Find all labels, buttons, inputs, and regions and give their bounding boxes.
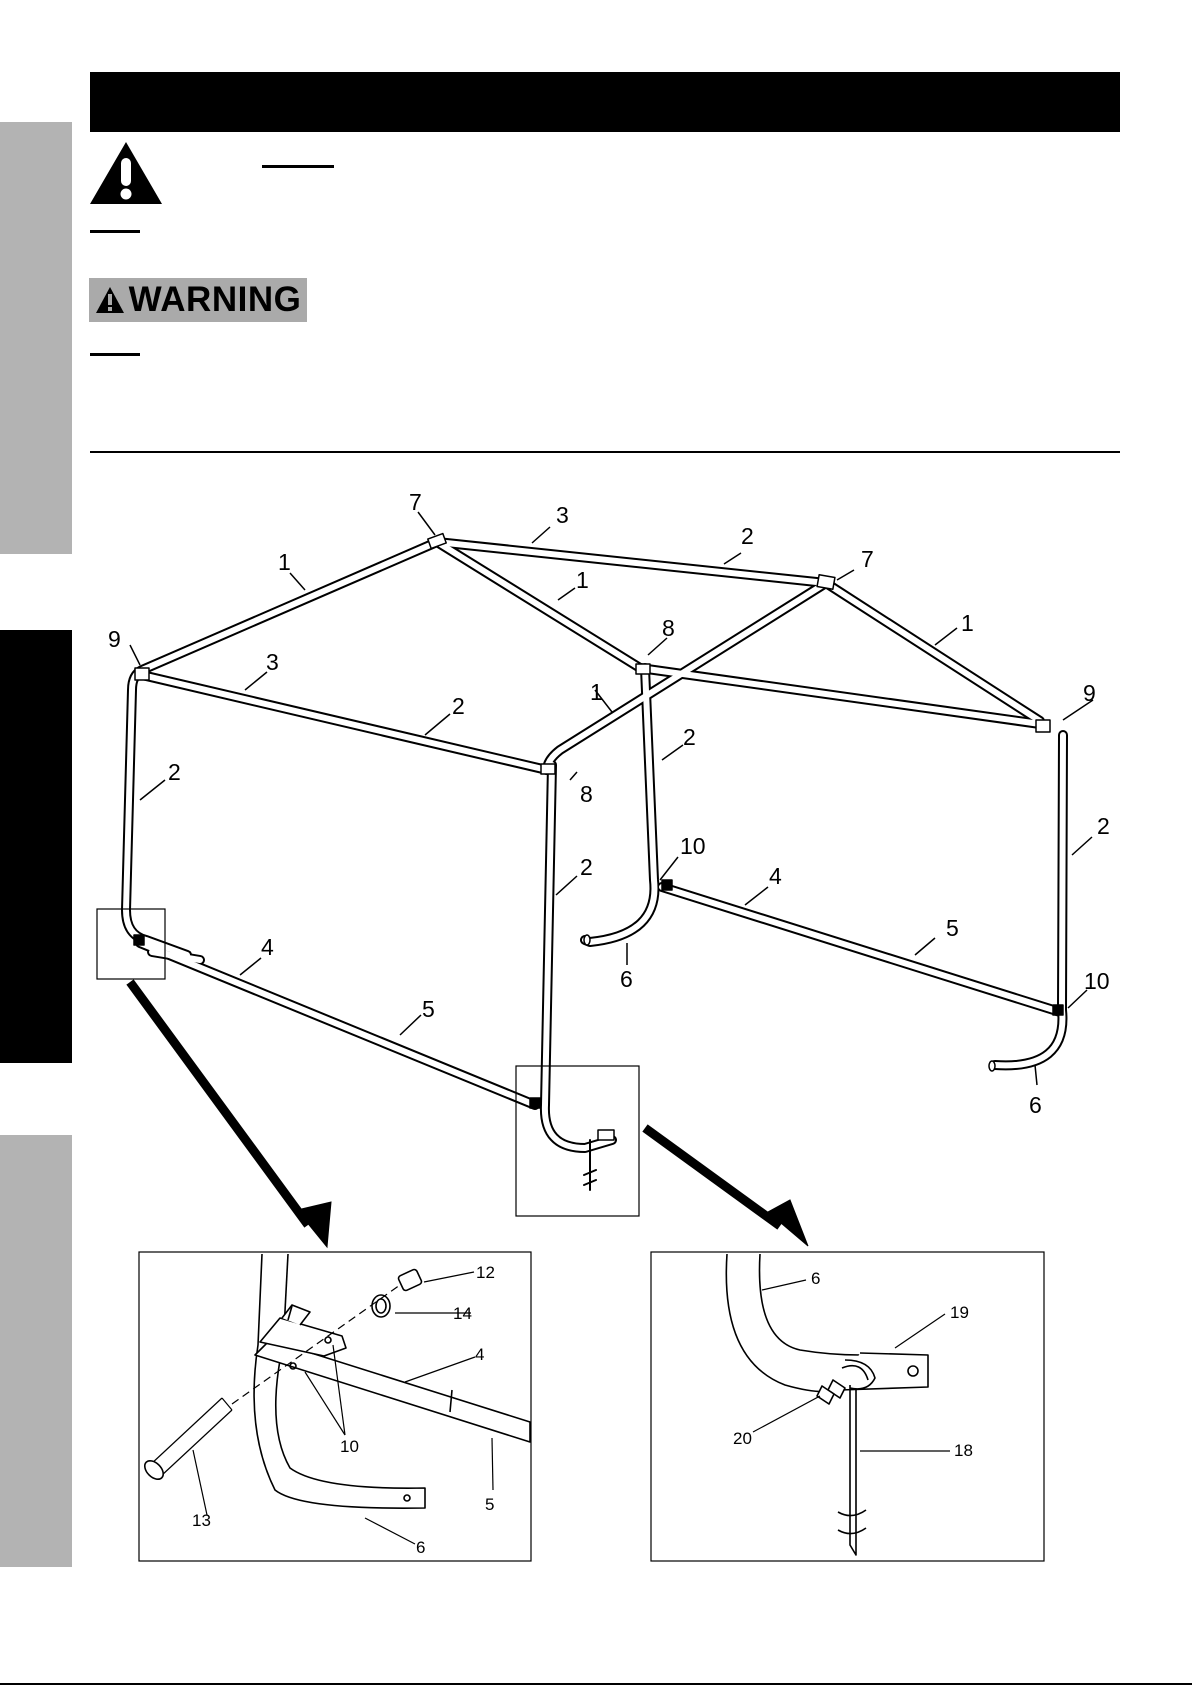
part-label: 2 xyxy=(168,759,181,785)
part-label: 4 xyxy=(769,863,782,889)
part-label: 8 xyxy=(580,781,593,807)
part-label: 1 xyxy=(590,679,603,705)
part-label: 4 xyxy=(475,1345,485,1364)
part-label: 4 xyxy=(261,934,274,960)
part-label: 9 xyxy=(108,626,121,652)
part-label: 7 xyxy=(861,546,874,572)
part-label: 10 xyxy=(1084,968,1110,994)
callout-box-right xyxy=(516,1066,639,1216)
detail-arrows xyxy=(130,982,808,1247)
canopy-frame xyxy=(126,534,1063,1190)
part-label: 1 xyxy=(961,610,974,636)
warning-label: WARNING xyxy=(128,280,302,319)
part-label: 6 xyxy=(811,1269,821,1288)
part-label: 19 xyxy=(950,1303,969,1322)
part-label: 6 xyxy=(620,966,633,992)
part-label: 6 xyxy=(416,1538,426,1557)
part-label: 20 xyxy=(733,1429,752,1448)
part-label: 5 xyxy=(485,1495,495,1514)
part-label: 3 xyxy=(266,649,279,675)
part-label: 2 xyxy=(580,854,593,880)
part-label: 6 xyxy=(1029,1092,1042,1118)
part-labels xyxy=(108,489,1110,1118)
part-label: 13 xyxy=(192,1511,211,1530)
part-label: 1 xyxy=(278,549,291,575)
part-label: 10 xyxy=(680,833,706,859)
part-label: 2 xyxy=(452,693,465,719)
part-label: 2 xyxy=(683,724,696,750)
part-label: 14 xyxy=(453,1304,472,1323)
part-label: 5 xyxy=(422,996,435,1022)
part-label: 18 xyxy=(954,1441,973,1460)
part-label: 2 xyxy=(741,523,754,549)
part-label: 9 xyxy=(1083,680,1096,706)
part-label: 8 xyxy=(662,615,675,641)
part-label: 7 xyxy=(409,489,422,515)
part-label: 2 xyxy=(1097,813,1110,839)
part-label: 5 xyxy=(946,915,959,941)
part-label: 3 xyxy=(556,502,569,528)
part-label: 12 xyxy=(476,1263,495,1282)
part-label: 10 xyxy=(340,1437,359,1456)
part-label: 1 xyxy=(576,567,589,593)
